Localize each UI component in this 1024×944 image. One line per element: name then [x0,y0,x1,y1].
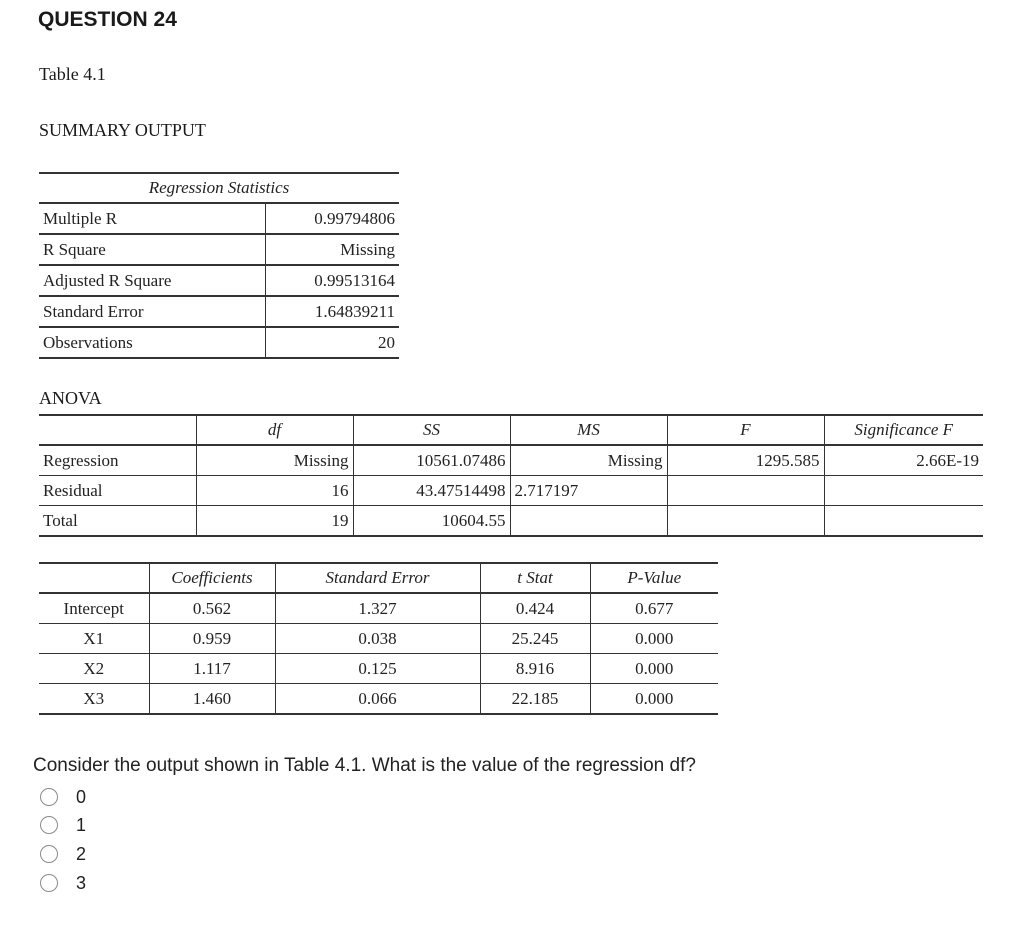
coefficients-table [39,562,718,715]
option-label: 0 [76,786,87,807]
answer-option-1[interactable] [40,813,86,837]
radio-button[interactable] [40,845,58,863]
anova-header-blank [39,415,196,445]
anova-f [667,476,824,506]
coef-p: 0.000 [590,624,718,654]
answer-option-2[interactable] [40,842,86,866]
anova-row-label: Total [39,506,196,537]
coef-t: 22.185 [480,684,590,715]
anova-header-ms: MS [510,415,667,445]
question-header: QUESTION 24 [38,8,177,31]
anova-header-df: df [196,415,353,445]
stat-label: Standard Error [39,296,266,327]
coef-header-p-value: P-Value [590,563,718,593]
anova-f [667,506,824,537]
coef-p: 0.000 [590,654,718,684]
anova-title: ANOVA [39,388,102,408]
answer-option-0[interactable] [40,785,86,809]
radio-button[interactable] [40,874,58,892]
table-row [39,265,399,296]
anova-header-ss: SS [353,415,510,445]
coef-value: 0.562 [149,593,275,624]
radio-button[interactable] [40,788,58,806]
radio-button[interactable] [40,816,58,834]
stat-value: Missing [266,234,400,265]
anova-ss: 10604.55 [353,506,510,537]
stat-label: Adjusted R Square [39,265,266,296]
coef-se: 1.327 [275,593,480,624]
question-text: Consider the output shown in Table 4.1. What is the value of the regression df? [33,755,696,776]
anova-df: 19 [196,506,353,537]
coef-se: 0.125 [275,654,480,684]
coef-p: 0.000 [590,684,718,715]
anova-df: Missing [196,445,353,476]
table-row [39,593,718,624]
anova-table [39,414,983,537]
table-row [39,476,983,506]
coef-t: 8.916 [480,654,590,684]
anova-f: 1295.585 [667,445,824,476]
option-label: 1 [76,814,87,835]
coef-value: 1.117 [149,654,275,684]
coef-value: 0.959 [149,624,275,654]
anova-row-label: Residual [39,476,196,506]
anova-header-f: F [667,415,824,445]
table-row [39,624,718,654]
stat-label: Multiple R [39,203,266,234]
coef-t: 0.424 [480,593,590,624]
anova-ss: 43.47514498 [353,476,510,506]
table-row [39,327,399,358]
table-row [39,203,399,234]
stat-value: 0.99513164 [266,265,400,296]
anova-header-significance-f: Significance F [824,415,983,445]
anova-sig: 2.66E-19 [824,445,983,476]
table-title: Table 4.1 [39,64,106,84]
table-row [39,234,399,265]
option-label: 2 [76,843,87,864]
anova-ms: Missing [510,445,667,476]
table-row [39,654,718,684]
coef-header-standard-error: Standard Error [275,563,480,593]
coef-row-label: X1 [39,624,149,654]
table-row [39,684,718,715]
stat-value: 0.99794806 [266,203,400,234]
coef-value: 1.460 [149,684,275,715]
coef-p: 0.677 [590,593,718,624]
answer-option-3[interactable] [40,871,86,895]
anova-ms [510,506,667,537]
regression-statistics-header: Regression Statistics [39,173,399,203]
anova-ss: 10561.07486 [353,445,510,476]
coef-header-t-stat: t Stat [480,563,590,593]
table-row [39,296,399,327]
option-label: 3 [76,872,87,893]
stat-value: 20 [266,327,400,358]
table-row [39,506,983,537]
stat-label: Observations [39,327,266,358]
stat-value: 1.64839211 [266,296,400,327]
anova-df: 16 [196,476,353,506]
summary-output-title: SUMMARY OUTPUT [39,120,206,140]
coef-header-coefficients: Coefficients [149,563,275,593]
table-row [39,445,983,476]
coef-header-blank [39,563,149,593]
anova-ms: 2.717197 [510,476,667,506]
coef-t: 25.245 [480,624,590,654]
coef-se: 0.038 [275,624,480,654]
anova-sig [824,476,983,506]
stat-label: R Square [39,234,266,265]
coef-row-label: X3 [39,684,149,715]
anova-row-label: Regression [39,445,196,476]
regression-statistics-table [39,172,399,359]
anova-sig [824,506,983,537]
coef-se: 0.066 [275,684,480,715]
coef-row-label: X2 [39,654,149,684]
coef-row-label: Intercept [39,593,149,624]
